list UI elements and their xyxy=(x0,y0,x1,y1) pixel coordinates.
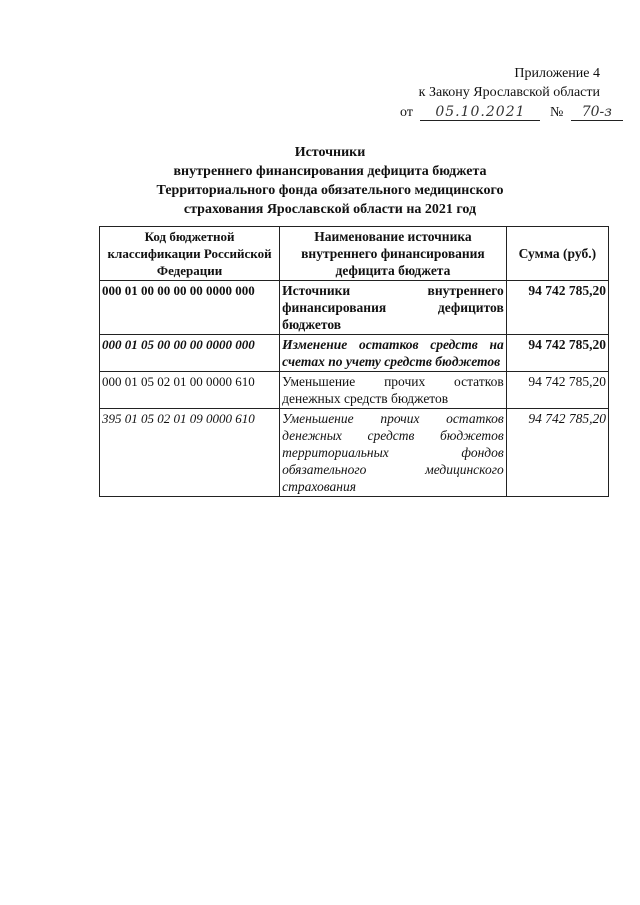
title-line-2: внутреннего финансирования дефицита бюджета xyxy=(173,164,487,179)
header-name: Наименование источника внутреннего финансирования дефицита бюджета xyxy=(280,227,507,281)
number-label: № xyxy=(549,105,564,120)
title-line-1: Источники xyxy=(294,145,366,160)
header-sum: Сумма (руб.) xyxy=(506,227,608,281)
table-row xyxy=(100,372,609,409)
financing-sources-table xyxy=(99,226,609,497)
law-date-number xyxy=(400,104,623,121)
handwritten-date: 05.10.2021 xyxy=(420,104,540,121)
row-sum: 94 742 785,20 xyxy=(506,335,608,372)
row-name: Источники внутреннего финансирования дефицитов бюджетов xyxy=(280,281,507,335)
appendix-header xyxy=(419,64,600,102)
row-name: Изменение остатков средств на счетах по учету средств бюджетов xyxy=(280,335,507,372)
document-title xyxy=(100,143,560,219)
row-name: Уменьшение прочих остатков денежных средств бюджетов xyxy=(280,372,507,409)
appendix-number: Приложение 4 xyxy=(514,66,600,81)
row-name: Уменьшение прочих остатков денежных средств бюджетов территориальных фондов обязательного медицинского страхования xyxy=(280,409,507,497)
title-line-3: Территориального фонда обязательного медицинского xyxy=(156,183,504,198)
row-sum: 94 742 785,20 xyxy=(506,409,608,497)
header-code: Код бюджетной классификации Российской Федерации xyxy=(100,227,280,281)
row-code: 000 01 05 00 00 00 0000 000 xyxy=(100,335,280,372)
table-header-row xyxy=(100,227,609,281)
from-label: от xyxy=(400,105,413,120)
title-line-4: страхования Ярославской области на 2021 год xyxy=(183,202,477,217)
row-sum: 94 742 785,20 xyxy=(506,281,608,335)
row-sum: 94 742 785,20 xyxy=(506,372,608,409)
row-code: 000 01 00 00 00 00 0000 000 xyxy=(100,281,280,335)
row-code: 395 01 05 02 01 09 0000 610 xyxy=(100,409,280,497)
table-row xyxy=(100,409,609,497)
appendix-law-ref: к Закону Ярославской области xyxy=(418,85,600,100)
table-row xyxy=(100,335,609,372)
table-row xyxy=(100,281,609,335)
handwritten-number: 70-з xyxy=(571,104,623,121)
row-code: 000 01 05 02 01 00 0000 610 xyxy=(100,372,280,409)
